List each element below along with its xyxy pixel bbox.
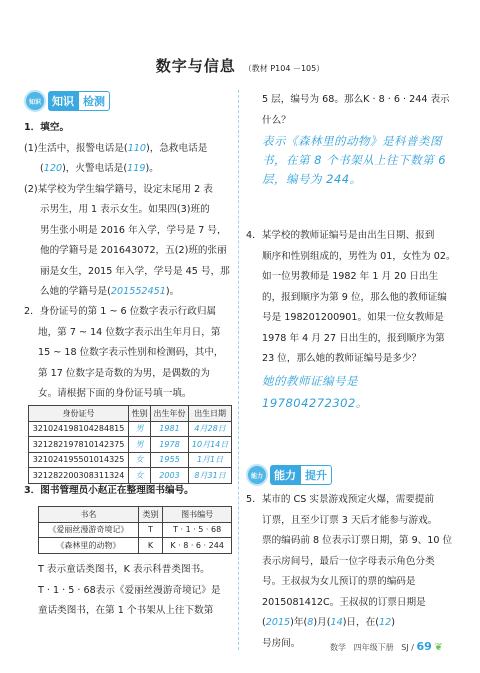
id-table — [28, 405, 232, 484]
table-row — [39, 522, 232, 538]
q5-line: 票的编码前 8 位表示订票日期，第 9、10 位 — [262, 535, 453, 546]
table-row — [39, 538, 232, 554]
answer: 8 — [307, 617, 314, 628]
footer-grade: 四年级下册 — [353, 643, 394, 652]
answer-cell: 男 — [129, 437, 151, 453]
table-row — [29, 437, 232, 453]
id-cell: 321282200308311324 — [29, 468, 129, 484]
answer-cell: 男 — [129, 421, 151, 437]
q2-line: 第 17 位数字是奇数的为男，是偶数的为 — [38, 367, 210, 379]
q3-title: 3．图书管理员小赵正在整理图书编号。 — [24, 485, 194, 496]
table-row — [29, 452, 232, 468]
question-2 — [24, 302, 236, 405]
answer-cell: 4月28日 — [189, 421, 232, 437]
handwritten-answer: 她的教师证编号是 197804272302。 — [262, 373, 368, 410]
answer: 119 — [127, 163, 146, 174]
q5-line: 2015081412C。王叔叔的订票日期是 — [262, 596, 426, 608]
q3-line: 童话类图书，在第 1 个书架从上往下数第 — [38, 605, 214, 616]
page-number: 69 — [416, 640, 432, 653]
answer-cell: 1955 — [150, 452, 188, 468]
badge-part-b: 检测 — [78, 91, 110, 111]
book-table — [38, 506, 232, 554]
book-cell: T · 1 · 5 · 68 — [163, 522, 232, 538]
id-cell: 321282197810142375 — [29, 437, 129, 453]
answer: 14 — [330, 617, 343, 628]
section-badge-ability — [246, 466, 332, 484]
q2-line: 女。请根据下面的身份证号填一填。 — [38, 388, 192, 399]
question-5 — [246, 490, 464, 654]
badge-part-a: 知识 — [48, 91, 78, 111]
id-cell: 321024198104284815 — [29, 421, 129, 437]
table-header-row — [39, 507, 232, 523]
footer-subject: 数学 — [330, 643, 346, 652]
q1-line: 丽是女生，2015 年入学，学号是 45 号，那 — [40, 265, 230, 277]
id-cell: 321024195501014325 — [29, 452, 129, 468]
handwritten-answer: 层，编号为 244。 — [262, 172, 362, 186]
book-cell: 《爱丽丝漫游奇境记》 — [39, 522, 139, 538]
book-cell: 《森林里的动物》 — [39, 538, 139, 554]
answer-cell: 8月31日 — [189, 468, 232, 484]
answer-cell: 2003 — [150, 468, 188, 484]
answer-cell: 10月14日 — [189, 437, 232, 453]
q5-line: 表示房间号，最后一位字母表示角色分类 — [262, 555, 435, 567]
question-1 — [24, 118, 234, 303]
table-row — [29, 468, 232, 484]
table-header: 性别 — [129, 406, 151, 422]
column-divider — [238, 90, 239, 650]
answer: 2015 — [265, 617, 291, 628]
table-header: 书名 — [39, 507, 139, 523]
handwritten-answer: 书，在第 8 个书架从上往下数第 6 — [262, 153, 447, 167]
answer-cell: 女 — [129, 468, 151, 484]
q5-line: 号房间。 — [262, 637, 301, 649]
answer-cell: 1月1日 — [189, 452, 232, 468]
answer-cell: 1978 — [150, 437, 188, 453]
q1-line: (120)，火警电话是(119)。 — [40, 163, 159, 174]
title-text: 数字与信息 — [155, 57, 236, 75]
badge-part-a: 能力 — [270, 465, 300, 485]
q4-line: 号是 198201200901。如果一位女教师是 — [262, 312, 444, 323]
answer-cell: 女 — [129, 452, 151, 468]
page-title — [0, 55, 480, 76]
page-footer — [330, 640, 443, 653]
question-4 — [246, 226, 462, 414]
table-header: 出生日期 — [189, 406, 232, 422]
q5-line: 订票，且至少订票 3 天后才能参与游戏。 — [262, 514, 438, 526]
q5-line: 5．某市的 CS 实景游戏预定火爆，需要提前 — [246, 494, 435, 505]
q2-line: 地，第 7 ~ 14 位数字表示出生年月日，第 — [38, 326, 221, 338]
q1-line: 他的学籍号是 201643072，五(2)班的张丽 — [40, 245, 227, 256]
book-cell: K — [138, 538, 163, 554]
handwritten-answer: 表示《森林里的动物》是科普类图 — [262, 134, 442, 148]
title-reference: （教材 P104 －105） — [243, 64, 325, 73]
q3-line: T 表示童话类图书，K 表示科普类图书。 — [38, 564, 210, 575]
q4-line: 的，报到顺序为第 9 位，那么他的教师证编 — [262, 291, 447, 303]
footer-edition: SJ — [401, 643, 409, 652]
q4-line: 23 位，那么她的教师证编号是多少？ — [262, 353, 422, 364]
q1-line: (1)生活中，报警电话是(110)，急救电话是 — [24, 142, 208, 154]
q2-line: 15 ~ 18 位数字表示性别和检测码，其中， — [38, 347, 224, 358]
knowledge-icon: 知识 — [24, 90, 46, 112]
answer: 201552451 — [110, 286, 166, 297]
q4-line: 1978 年 4 月 27 日出生的，报到顺序为第 — [262, 332, 445, 344]
q3-answer — [262, 132, 462, 189]
sprout-icon: ❦ — [434, 642, 443, 653]
badge-part-b: 提升 — [300, 465, 332, 485]
footer-separator: / — [411, 643, 414, 652]
q3-line: 5 层，编号为 68。那么K · 8 · 6 · 244 表示 — [262, 94, 450, 105]
q2-line: 2．身份证号的第 1 ~ 6 位数字表示行政归属 — [24, 306, 217, 317]
table-header-row — [29, 406, 232, 422]
table-row — [29, 421, 232, 437]
q1-line: 男生张小明是 2016 年入学，学号是 7 号， — [40, 224, 227, 236]
q4-line: 顺序和性别组成的，男性为 01，女性为 02。 — [262, 250, 456, 262]
q1-line: 示男生，用 1 表示女生。如果四(3)班的 — [40, 204, 210, 215]
q4-line: 4．某学校的教师证编号是由出生日期、报到 — [246, 230, 435, 241]
q1-line: (2)某学校为学生编学籍号，设定末尾用 2 表 — [24, 183, 213, 195]
table-header: 身份证号 — [29, 406, 129, 422]
book-cell: K · 8 · 6 · 244 — [163, 538, 232, 554]
q1-title: 1．填空。 — [24, 122, 70, 133]
q4-line: 如一位男教师是 1982 年 1 月 20 日出生 — [262, 271, 439, 282]
ability-icon: 能力 — [246, 464, 268, 486]
q5-line: 号。王叔叔为女儿预订的票的编码是 — [262, 576, 416, 587]
q3-text — [38, 560, 238, 622]
book-cell: T — [138, 522, 163, 538]
table-header: 出生年份 — [150, 406, 188, 422]
q3-line: T · 1 · 5 · 68表示《爱丽丝漫游奇境记》是 — [38, 584, 221, 596]
q3-continued — [262, 90, 458, 131]
q1-line: 么她的学籍号是(201552451)。 — [40, 286, 180, 297]
section-badge-knowledge — [24, 92, 110, 110]
q3-line: 什么？ — [262, 114, 291, 126]
q5-line: (2015)年(8)月(14)日，在(12) — [262, 617, 395, 628]
answer: 120 — [43, 163, 63, 174]
answer: 12 — [378, 617, 392, 628]
answer: 110 — [127, 142, 146, 154]
answer-cell: 1981 — [150, 421, 188, 437]
table-header: 图书编号 — [163, 507, 232, 523]
table-header: 类别 — [138, 507, 163, 523]
